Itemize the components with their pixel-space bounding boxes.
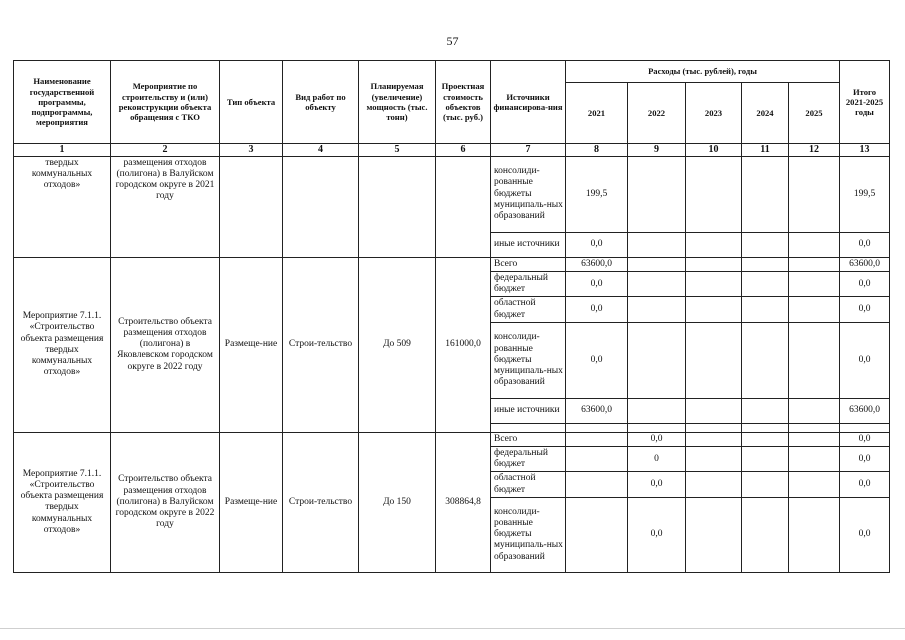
column-number-row bbox=[14, 144, 890, 157]
program-name-cell: Мероприятие 7.1.1. «Строительство объекта размещения твердых коммунальных отходов» bbox=[14, 432, 111, 572]
column-number: 8 bbox=[566, 144, 628, 157]
program-name-cell: Мероприятие 7.1.1. «Строительство объекта размещения твердых коммунальных отходов» bbox=[14, 257, 111, 432]
spacer-cell bbox=[491, 423, 566, 432]
column-number: 4 bbox=[283, 144, 359, 157]
value-2023 bbox=[686, 432, 742, 446]
value-2024 bbox=[742, 232, 789, 257]
cost-cell: 161000,0 bbox=[436, 257, 491, 432]
value-2022 bbox=[628, 322, 686, 398]
value-2021 bbox=[566, 497, 628, 572]
value-total: 0,0 bbox=[840, 297, 890, 322]
program-name-cell: твердых коммунальных отходов» bbox=[14, 156, 111, 257]
capacity-cell: До 150 bbox=[359, 432, 436, 572]
value-2025 bbox=[789, 297, 840, 322]
value-2021: 0,0 bbox=[566, 322, 628, 398]
spacer-cell bbox=[840, 423, 890, 432]
value-2023 bbox=[686, 272, 742, 297]
value-2023 bbox=[686, 472, 742, 497]
value-2025 bbox=[789, 272, 840, 297]
value-2022 bbox=[628, 232, 686, 257]
value-2021: 0,0 bbox=[566, 232, 628, 257]
type-cell: Размеще-ние bbox=[220, 432, 283, 572]
value-2023 bbox=[686, 398, 742, 423]
header-type: Тип объекта bbox=[220, 61, 283, 144]
value-2022 bbox=[628, 156, 686, 232]
column-number: 7 bbox=[491, 144, 566, 157]
value-2025 bbox=[789, 432, 840, 446]
page-edge-line bbox=[0, 628, 905, 629]
value-2024 bbox=[742, 497, 789, 572]
event-cell: размещения отходов (полигона) в Валуйском городском округе в 2021 году bbox=[111, 156, 220, 257]
value-2023 bbox=[686, 257, 742, 271]
header-event: Мероприятие по строительству и (или) реконструкции объекта обращения с ТКО bbox=[111, 61, 220, 144]
source-cell: областной бюджет bbox=[491, 297, 566, 322]
value-2024 bbox=[742, 272, 789, 297]
table-row bbox=[14, 257, 890, 271]
column-number: 1 bbox=[14, 144, 111, 157]
value-2025 bbox=[789, 398, 840, 423]
value-2023 bbox=[686, 447, 742, 472]
source-cell: федеральный бюджет bbox=[491, 272, 566, 297]
value-2025 bbox=[789, 447, 840, 472]
value-2023 bbox=[686, 232, 742, 257]
header-capacity: Планируемая (увеличение) мощность (тыс. тонн) bbox=[359, 61, 436, 144]
header-total: Итого 2021-2025 годы bbox=[840, 61, 890, 144]
value-2025 bbox=[789, 472, 840, 497]
event-cell: Строительство объекта размещения отходов (полигона) в Яковлевском городском округе в 2022 году bbox=[111, 257, 220, 432]
value-2025 bbox=[789, 497, 840, 572]
header-work: Вид работ по объекту bbox=[283, 61, 359, 144]
header-name: Наименование государственной программы, подпрограммы, мероприятия bbox=[14, 61, 111, 144]
value-total: 0,0 bbox=[840, 432, 890, 446]
event-cell: Строительство объекта размещения отходов (полигона) в Валуйском городском округе в 2022 году bbox=[111, 432, 220, 572]
value-2021 bbox=[566, 432, 628, 446]
financing-table bbox=[13, 60, 890, 573]
value-2023 bbox=[686, 322, 742, 398]
source-cell: иные источники bbox=[491, 232, 566, 257]
value-2025 bbox=[789, 232, 840, 257]
spacer-cell bbox=[789, 423, 840, 432]
value-2021: 0,0 bbox=[566, 297, 628, 322]
value-2023 bbox=[686, 156, 742, 232]
column-number: 2 bbox=[111, 144, 220, 157]
capacity-cell bbox=[359, 156, 436, 257]
source-cell: федеральный бюджет bbox=[491, 447, 566, 472]
value-total: 63600,0 bbox=[840, 398, 890, 423]
value-2025 bbox=[789, 156, 840, 232]
table-row bbox=[14, 156, 890, 232]
value-2023 bbox=[686, 497, 742, 572]
header-year: 2023 bbox=[686, 83, 742, 144]
value-2023 bbox=[686, 297, 742, 322]
work-cell: Строи-тельство bbox=[283, 257, 359, 432]
spacer-cell bbox=[686, 423, 742, 432]
source-cell: консолиди-рованные бюджеты муниципаль-ных образований bbox=[491, 322, 566, 398]
work-cell: Строи-тельство bbox=[283, 432, 359, 572]
value-2024 bbox=[742, 432, 789, 446]
source-cell: Всего bbox=[491, 432, 566, 446]
value-total: 0,0 bbox=[840, 322, 890, 398]
source-cell: консолиди-рованные бюджеты муниципаль-ных образований bbox=[491, 497, 566, 572]
value-2022: 0,0 bbox=[628, 432, 686, 446]
header-year: 2021 bbox=[566, 83, 628, 144]
spacer-cell bbox=[628, 423, 686, 432]
type-cell bbox=[220, 156, 283, 257]
value-2021: 199,5 bbox=[566, 156, 628, 232]
column-number: 13 bbox=[840, 144, 890, 157]
page-number: 57 bbox=[446, 34, 459, 48]
spacer-cell bbox=[566, 423, 628, 432]
value-2021 bbox=[566, 447, 628, 472]
value-2022 bbox=[628, 272, 686, 297]
spacer-cell bbox=[742, 423, 789, 432]
value-2024 bbox=[742, 297, 789, 322]
value-2025 bbox=[789, 322, 840, 398]
value-2022 bbox=[628, 257, 686, 271]
column-number: 6 bbox=[436, 144, 491, 157]
value-2021: 63600,0 bbox=[566, 398, 628, 423]
value-2024 bbox=[742, 447, 789, 472]
value-2021: 0,0 bbox=[566, 272, 628, 297]
column-number: 10 bbox=[686, 144, 742, 157]
header-expenses: Расходы (тыс. рублей), годы bbox=[566, 61, 840, 83]
header-sources: Источники финансирова-ния bbox=[491, 61, 566, 144]
work-cell bbox=[283, 156, 359, 257]
header-cost: Проектная стоимость объектов (тыс. руб.) bbox=[436, 61, 491, 144]
value-2021 bbox=[566, 472, 628, 497]
source-cell: областной бюджет bbox=[491, 472, 566, 497]
value-total: 0,0 bbox=[840, 272, 890, 297]
cost-cell bbox=[436, 156, 491, 257]
value-2024 bbox=[742, 156, 789, 232]
column-number: 12 bbox=[789, 144, 840, 157]
column-number: 5 bbox=[359, 144, 436, 157]
value-2022: 0,0 bbox=[628, 497, 686, 572]
financing-table-wrapper bbox=[13, 60, 890, 573]
value-2024 bbox=[742, 398, 789, 423]
source-cell: консолиди-рованные бюджеты муниципаль-ных образований bbox=[491, 156, 566, 232]
header-year: 2024 bbox=[742, 83, 789, 144]
value-2024 bbox=[742, 257, 789, 271]
capacity-cell: До 509 bbox=[359, 257, 436, 432]
value-total: 63600,0 bbox=[840, 257, 890, 271]
column-number: 11 bbox=[742, 144, 789, 157]
column-number: 9 bbox=[628, 144, 686, 157]
header-year: 2022 bbox=[628, 83, 686, 144]
type-cell: Размеще-ние bbox=[220, 257, 283, 432]
value-2022 bbox=[628, 297, 686, 322]
value-total: 0,0 bbox=[840, 232, 890, 257]
header-year: 2025 bbox=[789, 83, 840, 144]
source-cell: иные источники bbox=[491, 398, 566, 423]
value-total: 0,0 bbox=[840, 472, 890, 497]
value-2024 bbox=[742, 322, 789, 398]
value-2021: 63600,0 bbox=[566, 257, 628, 271]
value-total: 199,5 bbox=[840, 156, 890, 232]
value-2022: 0 bbox=[628, 447, 686, 472]
value-total: 0,0 bbox=[840, 497, 890, 572]
value-2025 bbox=[789, 257, 840, 271]
cost-cell: 308864,8 bbox=[436, 432, 491, 572]
value-2022: 0,0 bbox=[628, 472, 686, 497]
value-total: 0,0 bbox=[840, 447, 890, 472]
column-number: 3 bbox=[220, 144, 283, 157]
source-cell: Всего bbox=[491, 257, 566, 271]
table-row bbox=[14, 432, 890, 446]
value-2024 bbox=[742, 472, 789, 497]
value-2022 bbox=[628, 398, 686, 423]
